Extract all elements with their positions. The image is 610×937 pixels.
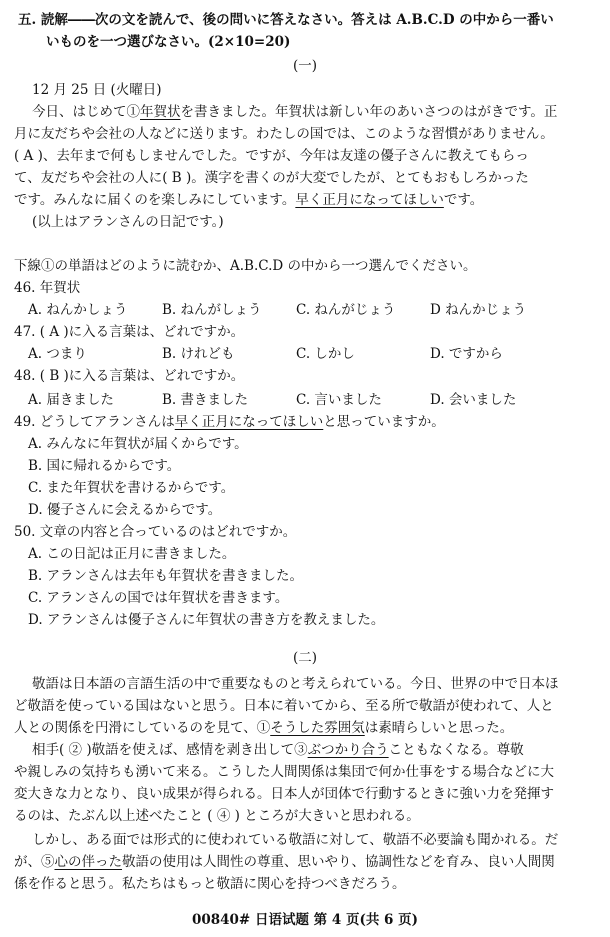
q48-option-b: B. 書きました — [162, 392, 249, 408]
text: 人との関係を円滑にしているのを見て、① — [14, 720, 271, 736]
part2-p3-line2 — [14, 852, 555, 872]
q48-option-a: A. 届きました — [28, 392, 114, 408]
q49-option-c: C. また年賀状を書けるからです。 — [28, 480, 235, 496]
text: を書きました。年賀状は新しい年のあいさつのはがきです。正 — [180, 104, 558, 120]
part2-p2-line2: や親しみの気持ちも湧いて来る。こうした人間関係は集団で何か仕事をする場合などに大 — [14, 764, 554, 780]
text: 相手( ② )敬語を使えば、感情を剥き出して③ — [32, 742, 308, 758]
q46-option-a: A. ねんかしょう — [28, 302, 128, 318]
question-47: 47. ( A )に入る言葉は、どれですか。 — [14, 324, 245, 340]
part2-p3-line3: 係を作ると思う。私たちはもっと敬語に関心を持つべきだろう。 — [14, 876, 406, 892]
q48-option-c: C. 言いました — [296, 392, 382, 408]
part2-p2-line3: 変大きな力となり、良い成果が得られる。日本人が団体で行動するときに強い力を発揮す — [14, 786, 554, 802]
q50-option-b: B. アランさんは去年も年賀状を書きました。 — [28, 568, 304, 584]
q46-option-d: D ねんかじょう — [430, 302, 527, 318]
text: が、⑤ — [14, 854, 55, 870]
q47-option-d: D. ですから — [430, 346, 503, 362]
underlined-phrase-3: ぶつかり合う — [307, 742, 389, 758]
part1-p1-line3: ( A )、去年まで何もしませんでした。ですが、今年は友達の優子さんに教えてもらっ — [14, 148, 529, 164]
q50-option-c: C. アランさんの国では年賀状を書きます。 — [28, 590, 289, 606]
part1-p1-line2: 月に友だちや会社の人などに送ります。わたしの国では、このような習慣がありません。 — [14, 126, 554, 142]
part1-heading: (一) — [292, 58, 318, 74]
underlined-phrase-1: そうした雰囲気 — [270, 720, 365, 736]
q49-option-d: D. 優子さんに会えるからです。 — [28, 502, 222, 518]
question-49 — [14, 412, 445, 432]
text: と思っていますか。 — [323, 414, 445, 430]
instruction: 下線①の単語はどのように読むか、A.B.C.D の中から一つ選んでください。 — [14, 258, 477, 274]
question-46: 46. 年賀状 — [14, 280, 81, 296]
text: 今日、はじめて① — [32, 104, 140, 120]
q50-option-d: D. アランさんは優子さんに年賀状の書き方を教えました。 — [28, 612, 385, 628]
q47-option-a: A. つまり — [28, 346, 87, 362]
part1-p1-line4: て、友だちや会社の人に( B )。漢字を書くのが大変でしたが、とてもおもしろかった — [14, 170, 529, 186]
q50-option-a: A. この日記は正月に書きました。 — [28, 546, 236, 562]
underlined-word-1: 年賀状 — [140, 104, 181, 120]
question-50: 50. 文章の内容と合っているのはどれですか。 — [14, 524, 297, 540]
text: 49. どうしてアランさんは — [14, 414, 175, 430]
q46-option-b: B. ねんがしょう — [162, 302, 262, 318]
part2-p1-line2: ど敬語を使っている国はないと思う。日本に着いてから、至る所で敬語が使われて、人と — [14, 698, 554, 714]
q49-option-a: A. みんなに年賀状が届くからです。 — [28, 436, 248, 452]
q48-option-d: D. 会いました — [430, 392, 517, 408]
underlined-phrase: 早く正月になってほしい — [174, 414, 324, 430]
section-header-line2: いものを一つ選びなさい。(2×10=20) — [46, 34, 291, 50]
question-48: 48. ( B )に入る言葉は、どれですか。 — [14, 368, 245, 384]
part2-p2-line4: るのは、たぶん以上述べたこと ( ④ ) ところが大きいと思われる。 — [14, 808, 420, 824]
part2-heading: (二) — [292, 650, 318, 666]
part2-p1-line3 — [14, 718, 513, 738]
text: こともなくなる。尊敬 — [388, 742, 524, 758]
text: です。みんなに届くのを楽しみにしています。 — [14, 192, 296, 208]
diary-date: 12 月 25 日 (火曜日) — [32, 82, 162, 98]
q49-option-b: B. 国に帰れるからです。 — [28, 458, 181, 474]
part2-p2-line1 — [32, 740, 524, 760]
section-header-line1: 五. 読解――次の文を読んで、後の問いに答えなさい。答えは A.B.C.D の中から一番い — [18, 12, 554, 28]
part1-p1-line1 — [32, 102, 557, 122]
underlined-phrase: 早く正月になってほしい — [295, 192, 444, 208]
text: です。 — [443, 192, 484, 208]
q47-option-c: C. しかし — [296, 346, 355, 362]
q47-option-b: B. けれども — [162, 346, 235, 362]
diary-note: (以上はアランさんの日記です。) — [32, 214, 224, 230]
text: は素晴らしいと思った。 — [364, 720, 514, 736]
text: 敬語の使用は人間性の尊重、思いやり、協調性などを育み、良い人間関 — [122, 854, 555, 870]
part2-p3-line1: しかし、ある面では形式的に使われている敬語に対して、敬語不必要論も聞かれる。だ — [32, 832, 559, 848]
page-footer: 00840# 日语试题 第 4 页(共 6 页) — [191, 912, 419, 928]
part1-p1-line5 — [14, 190, 483, 210]
underlined-phrase-5: 心の伴った — [54, 854, 122, 870]
q46-option-c: C. ねんがじょう — [296, 302, 396, 318]
part2-p1-line1: 敬語は日本語の言語生活の中で重要なものと考えられている。今日、世界の中で日本ほ — [32, 676, 559, 692]
